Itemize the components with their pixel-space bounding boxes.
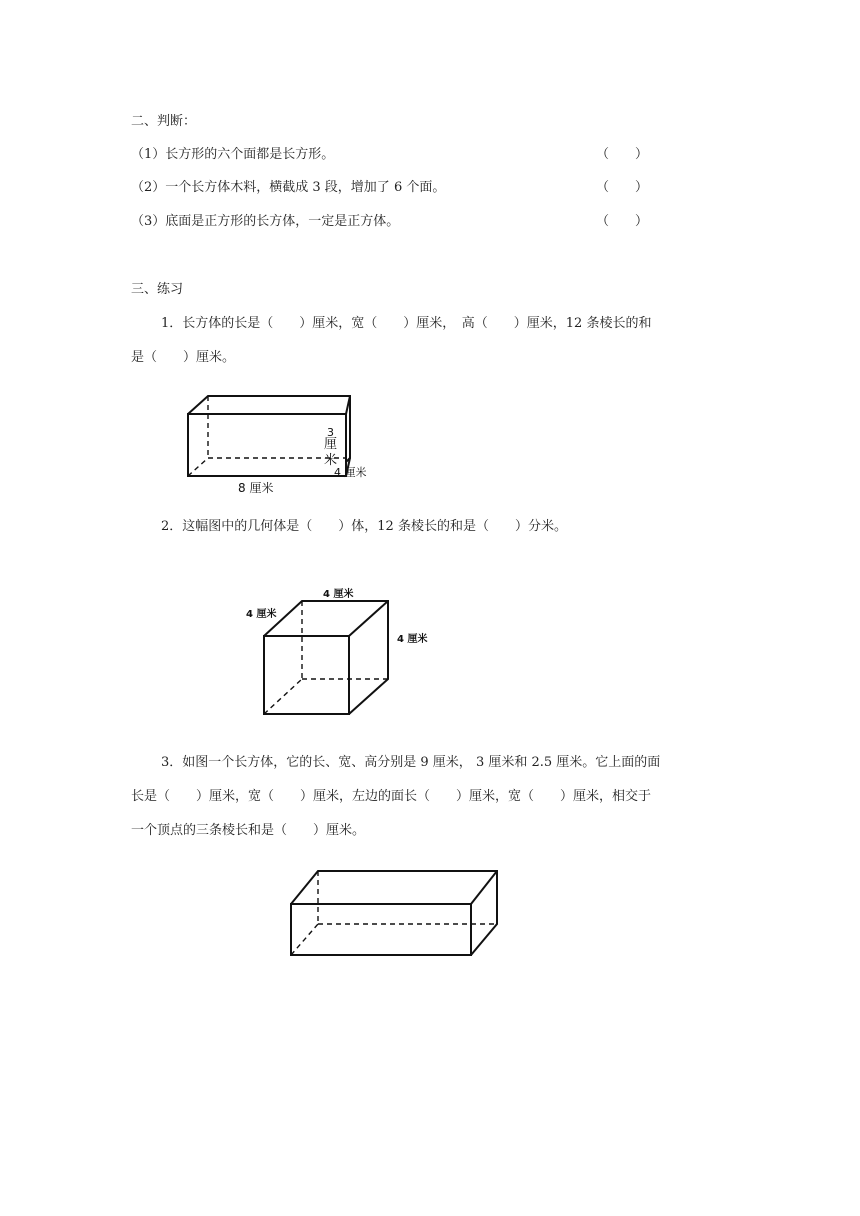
judgement-item-1: （1）长方形的六个面都是长方形。 [131, 147, 335, 162]
answer-blank-1[interactable]: （ ） [596, 147, 649, 162]
cube-figure-2 [240, 582, 440, 722]
height-digit-label: 3 [327, 426, 334, 439]
left-edge-label: 4 厘米 [246, 609, 277, 620]
width-label: 4 厘米 [334, 466, 367, 479]
question-3-line-3: 一个顶点的三条棱长和是（ ）厘米。 [131, 823, 366, 838]
top-edge-label: 4 厘米 [323, 589, 354, 600]
question-2-line-1: 2．这幅图中的几何体是（ ）体，12 条棱长的和是（ ）分米。 [161, 519, 567, 534]
question-1-line-1: 1．长方体的长是（ ）厘米，宽（ ）厘米， 高（ ）厘米，12 条棱长的和 [161, 316, 652, 331]
cuboid-figure-1 [180, 392, 380, 502]
right-edge-label: 4 厘米 [397, 634, 428, 645]
cuboid-figure-3 [285, 866, 505, 966]
height-unit-label-2: 米 [324, 453, 338, 468]
question-3-line-1: 3．如图一个长方体，它的长、宽、高分别是 9 厘米， 3 厘米和 2.5 厘米。它上面的面 [161, 755, 661, 770]
question-1-line-2: 是（ ）厘米。 [131, 350, 236, 365]
height-unit-label-1: 厘 [324, 437, 338, 452]
section-title-judgement: 二、判断： [131, 114, 197, 129]
section-title-practice: 三、练习 [131, 282, 184, 297]
answer-blank-3[interactable]: （ ） [596, 214, 649, 229]
question-3-line-2: 长是（ ）厘米，宽（ ）厘米，左边的面长（ ）厘米，宽（ ）厘米，相交于 [131, 789, 652, 804]
answer-blank-2[interactable]: （ ） [596, 180, 649, 195]
length-label: 8 厘米 [238, 481, 274, 495]
judgement-item-2: （2）一个长方体木料，横截成 3 段，增加了 6 个面。 [131, 180, 446, 195]
judgement-item-3: （3）底面是正方形的长方体，一定是正方体。 [131, 214, 400, 229]
